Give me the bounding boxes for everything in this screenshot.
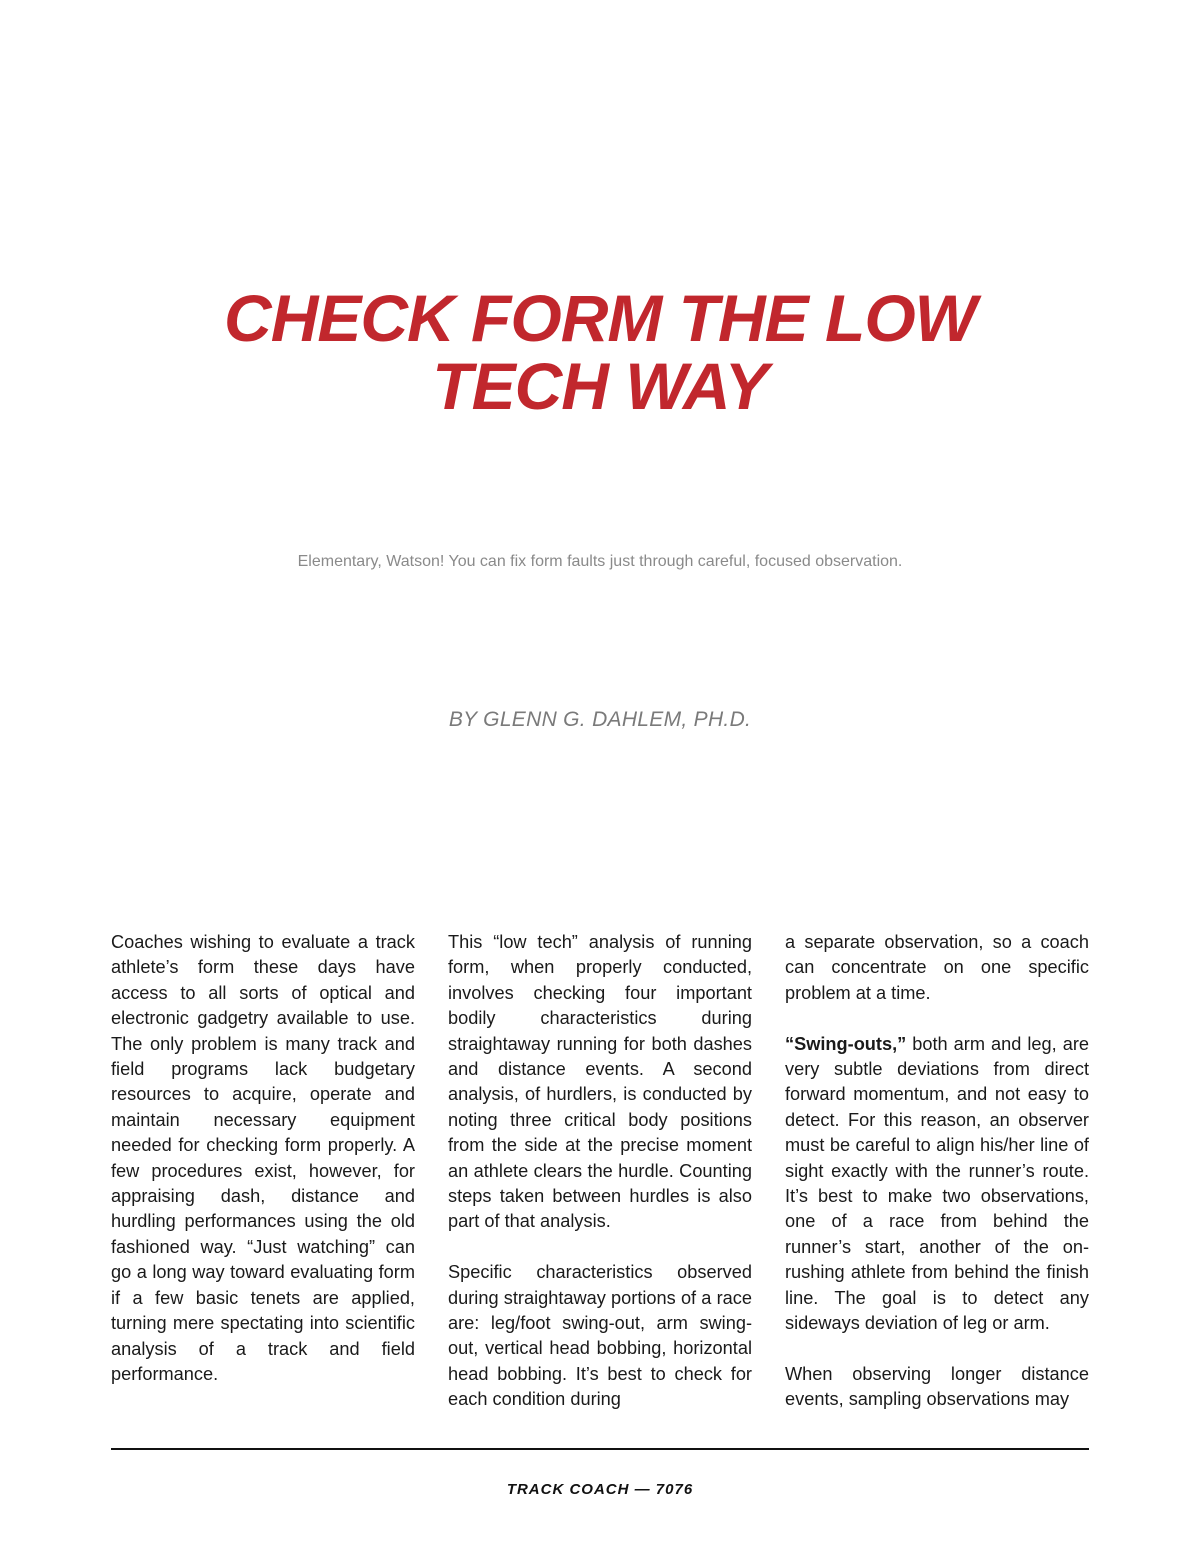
paragraph-text: both arm and leg, are very subtle deviations from direct forward momentum, and not easy to detect. For this reason, an observer must be careful to align his/her line of sight exactly with the runner’s route. It’s best to make two observations, one of a race from behind the runner’s start, another of the on-rushing athlete from behind the finish line. The goal is to detect any sideways deviation of leg or arm. bbox=[785, 1033, 1089, 1334]
article-title-line-1: CHECK FORM THE LOW bbox=[224, 281, 976, 355]
body-paragraph: a separate observation, so a coach can concentrate on one specific problem at a time. bbox=[785, 932, 1089, 1003]
body-paragraph: This “low tech” analysis of running form, when properly conducted, involves checking four important bodily characteristics during straightaway running for both dashes and distance events. A second analysis, of hurdlers, is conducted by noting three critical body positions from the side at the precise moment an athlete clears the hurdle. Counting steps taken between hurdles is also part of that analysis. bbox=[448, 932, 752, 1232]
body-paragraph: Specific characteristics observed during straightaway portions of a race are: leg/foot swing-out, arm swing-out, vertical head bobbing, horizontal head bobbing. It’s best to check for each condition during bbox=[448, 1262, 752, 1410]
paragraph-lead-in: “Swing-outs,” bbox=[785, 1033, 907, 1054]
article-subtitle: Elementary, Watson! You can fix form faults just through careful, focused observation. bbox=[297, 553, 903, 570]
page-footer: TRACK COACH — 7076 bbox=[506, 1481, 694, 1498]
body-paragraph: When observing longer distance events, sampling observations may bbox=[785, 1363, 1089, 1410]
footer-rule bbox=[111, 1448, 1089, 1450]
body-column-1 bbox=[111, 930, 415, 1387]
article-byline: BY GLENN G. DAHLEM, PH.D. bbox=[448, 708, 752, 731]
body-column-2 bbox=[448, 930, 752, 1413]
body-paragraph bbox=[785, 1032, 1089, 1337]
body-column-3 bbox=[785, 930, 1089, 1413]
article-title bbox=[0, 281, 1200, 423]
article-title-line-2: TECH WAY bbox=[432, 349, 768, 423]
body-paragraph: Coaches wishing to evaluate a track athlete’s form these days have access to all sorts of optical and electronic gadgetry available to use. The only problem is many track and field programs lack budgetary resources to acquire, operate and maintain necessary equipment needed for checking form properly. A few procedures exist, however, for appraising dash, distance and hurdling performances using the old fashioned way. “Just watching” can go a long way toward evaluating form if a few basic tenets are applied, turning mere spectating into scientific analysis of a track and field performance. bbox=[111, 932, 415, 1384]
